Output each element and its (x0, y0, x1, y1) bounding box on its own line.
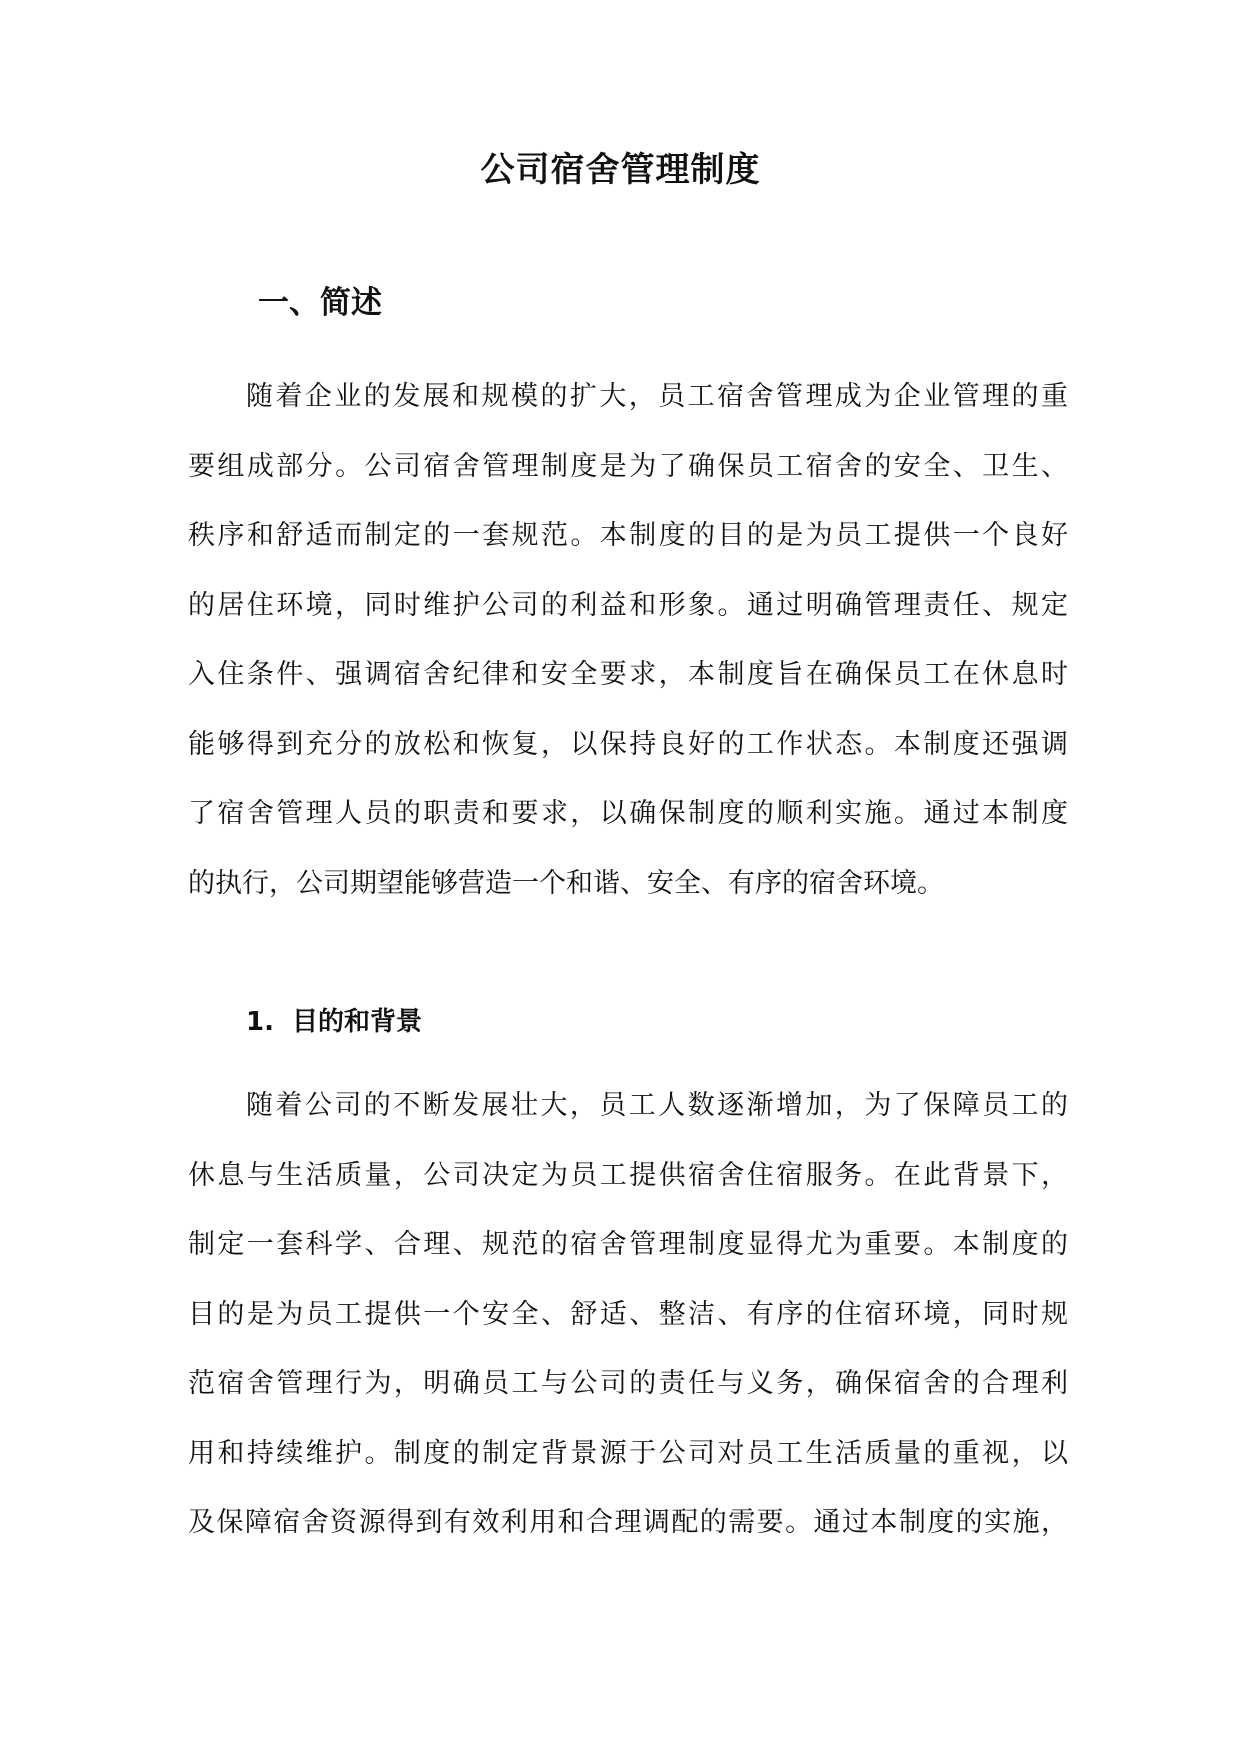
overview-paragraph (188, 362, 1068, 918)
paragraph-line: 能够得到充分的放松和恢复，以保持良好的工作状态。本制度还强调 (188, 728, 1068, 760)
paragraph-line: 随着企业的发展和规模的扩大，员工宿舍管理成为企业管理的重 (246, 381, 1068, 412)
paragraph-line: 入住条件、强调宿舍纪律和安全要求，本制度旨在确保员工在休息时 (188, 659, 1068, 690)
subsection-title: 目的和背景 (292, 1007, 423, 1037)
paragraph-line: 制定一套科学、合理、规范的宿舍管理制度显得尤为重要。本制度的 (188, 1229, 1068, 1260)
paragraph-line: 范宿舍管理行为，明确员工与公司的责任与义务，确保宿舍的合理利 (188, 1368, 1068, 1399)
paragraph-line: 及保障宿舍资源得到有效利用和合理调配的需要。通过本制度的实施， (188, 1507, 1068, 1538)
paragraph-line: 要组成部分。公司宿舍管理制度是为了确保员工宿舍的安全、卫生、 (188, 450, 1068, 482)
paragraph-line: 目的是为员工提供一个安全、舒适、整洁、有序的住宿环境，同时规 (188, 1298, 1068, 1330)
paragraph-line: 用和持续维护。制度的制定背景源于公司对员工生活质量的重视，以 (188, 1437, 1068, 1469)
page-title: 公司宿舍管理制度 (480, 150, 761, 190)
paragraph-line: 休息与生活质量，公司决定为员工提供宿舍住宿服务。在此背景下， (188, 1159, 1068, 1191)
paragraph-line: 了宿舍管理人员的职责和要求，以确保制度的顺利实施。通过本制度 (188, 798, 1068, 829)
section-heading-overview: 一、简述 (258, 285, 382, 321)
paragraph-line: 的居住环境，同时维护公司的利益和形象。通过明确管理责任、规定 (188, 589, 1068, 621)
paragraph-line: 的执行，公司期望能够营造一个和谐、安全、有序的宿舍环境。 (188, 867, 944, 899)
purpose-paragraph (188, 1071, 1068, 1558)
paragraph-line: 随着公司的不断发展壮大，员工人数逐渐增加，为了保障员工的 (246, 1090, 1068, 1121)
paragraph-line: 秩序和舒适而制定的一套规范。本制度的目的是为员工提供一个良好 (188, 520, 1068, 551)
subsection-heading-purpose (246, 1004, 422, 1040)
subsection-number: 1. (246, 1007, 274, 1037)
